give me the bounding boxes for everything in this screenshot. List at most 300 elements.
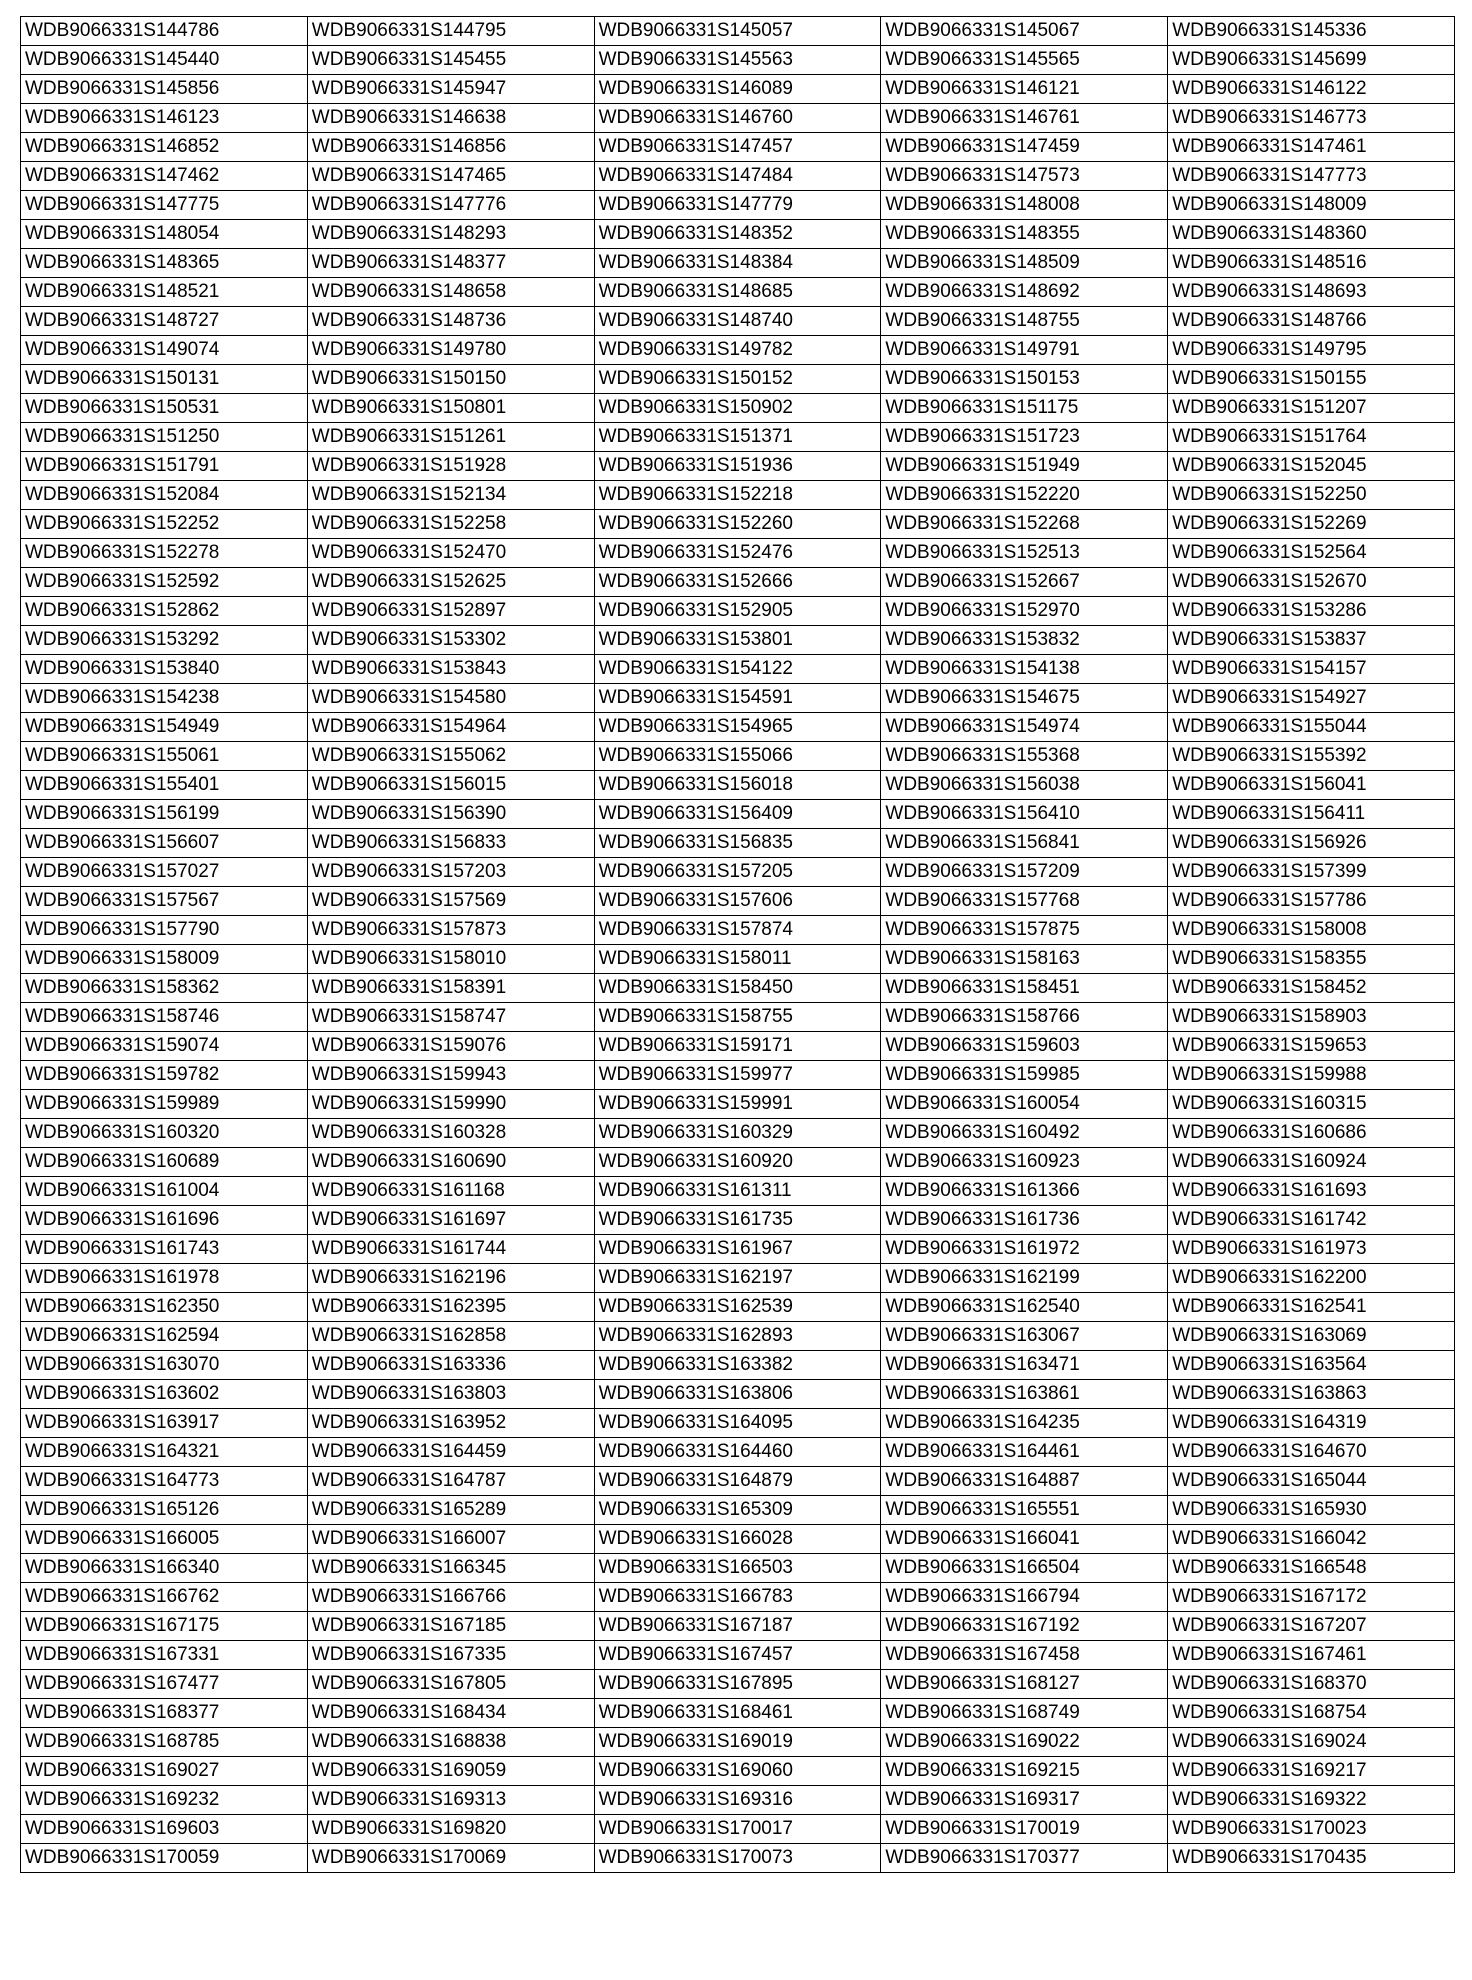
vin-cell: WDB9066331S160315 bbox=[1168, 1090, 1455, 1119]
vin-cell: WDB9066331S153832 bbox=[881, 626, 1168, 655]
vin-cell: WDB9066331S167461 bbox=[1168, 1641, 1455, 1670]
vin-cell: WDB9066331S155368 bbox=[881, 742, 1168, 771]
vin-cell: WDB9066331S167895 bbox=[594, 1670, 881, 1699]
vin-cell: WDB9066331S153292 bbox=[21, 626, 308, 655]
vin-cell: WDB9066331S152667 bbox=[881, 568, 1168, 597]
vin-cell: WDB9066331S154138 bbox=[881, 655, 1168, 684]
vin-cell: WDB9066331S148377 bbox=[307, 249, 594, 278]
vin-cell: WDB9066331S168838 bbox=[307, 1728, 594, 1757]
vin-cell: WDB9066331S167192 bbox=[881, 1612, 1168, 1641]
vin-table bbox=[20, 16, 1455, 1873]
vin-cell: WDB9066331S166783 bbox=[594, 1583, 881, 1612]
vin-cell: WDB9066331S146089 bbox=[594, 75, 881, 104]
vin-cell: WDB9066331S163382 bbox=[594, 1351, 881, 1380]
table-row bbox=[21, 626, 1455, 655]
vin-cell: WDB9066331S155066 bbox=[594, 742, 881, 771]
vin-cell: WDB9066331S157875 bbox=[881, 916, 1168, 945]
vin-cell: WDB9066331S148355 bbox=[881, 220, 1168, 249]
vin-cell: WDB9066331S148736 bbox=[307, 307, 594, 336]
vin-cell: WDB9066331S150902 bbox=[594, 394, 881, 423]
vin-cell: WDB9066331S158747 bbox=[307, 1003, 594, 1032]
vin-cell: WDB9066331S157873 bbox=[307, 916, 594, 945]
vin-cell: WDB9066331S147773 bbox=[1168, 162, 1455, 191]
table-row bbox=[21, 278, 1455, 307]
vin-cell: WDB9066331S148293 bbox=[307, 220, 594, 249]
vin-cell: WDB9066331S161742 bbox=[1168, 1206, 1455, 1235]
vin-cell: WDB9066331S166005 bbox=[21, 1525, 308, 1554]
vin-cell: WDB9066331S148755 bbox=[881, 307, 1168, 336]
vin-cell: WDB9066331S170073 bbox=[594, 1844, 881, 1873]
vin-cell: WDB9066331S166042 bbox=[1168, 1525, 1455, 1554]
table-row bbox=[21, 1235, 1455, 1264]
table-row bbox=[21, 249, 1455, 278]
vin-cell: WDB9066331S145067 bbox=[881, 17, 1168, 46]
vin-cell: WDB9066331S148516 bbox=[1168, 249, 1455, 278]
table-row bbox=[21, 1003, 1455, 1032]
table-row bbox=[21, 220, 1455, 249]
vin-cell: WDB9066331S158011 bbox=[594, 945, 881, 974]
table-row bbox=[21, 1206, 1455, 1235]
table-row bbox=[21, 452, 1455, 481]
vin-table-body bbox=[21, 17, 1455, 1873]
vin-cell: WDB9066331S159653 bbox=[1168, 1032, 1455, 1061]
vin-cell: WDB9066331S153286 bbox=[1168, 597, 1455, 626]
vin-cell: WDB9066331S165930 bbox=[1168, 1496, 1455, 1525]
vin-cell: WDB9066331S152278 bbox=[21, 539, 308, 568]
vin-cell: WDB9066331S162395 bbox=[307, 1293, 594, 1322]
vin-cell: WDB9066331S167458 bbox=[881, 1641, 1168, 1670]
vin-cell: WDB9066331S163803 bbox=[307, 1380, 594, 1409]
vin-cell: WDB9066331S160328 bbox=[307, 1119, 594, 1148]
vin-cell: WDB9066331S169603 bbox=[21, 1815, 308, 1844]
table-row bbox=[21, 1554, 1455, 1583]
vin-cell: WDB9066331S156841 bbox=[881, 829, 1168, 858]
vin-cell: WDB9066331S164319 bbox=[1168, 1409, 1455, 1438]
vin-cell: WDB9066331S165551 bbox=[881, 1496, 1168, 1525]
vin-cell: WDB9066331S152218 bbox=[594, 481, 881, 510]
vin-cell: WDB9066331S165289 bbox=[307, 1496, 594, 1525]
vin-cell: WDB9066331S146852 bbox=[21, 133, 308, 162]
vin-cell: WDB9066331S153801 bbox=[594, 626, 881, 655]
vin-cell: WDB9066331S156926 bbox=[1168, 829, 1455, 858]
vin-cell: WDB9066331S152220 bbox=[881, 481, 1168, 510]
table-row bbox=[21, 1728, 1455, 1757]
vin-cell: WDB9066331S159989 bbox=[21, 1090, 308, 1119]
table-row bbox=[21, 423, 1455, 452]
vin-cell: WDB9066331S169022 bbox=[881, 1728, 1168, 1757]
vin-cell: WDB9066331S170069 bbox=[307, 1844, 594, 1873]
vin-cell: WDB9066331S157205 bbox=[594, 858, 881, 887]
vin-cell: WDB9066331S169820 bbox=[307, 1815, 594, 1844]
vin-cell: WDB9066331S151949 bbox=[881, 452, 1168, 481]
vin-cell: WDB9066331S167331 bbox=[21, 1641, 308, 1670]
vin-cell: WDB9066331S161366 bbox=[881, 1177, 1168, 1206]
vin-cell: WDB9066331S166766 bbox=[307, 1583, 594, 1612]
vin-cell: WDB9066331S160690 bbox=[307, 1148, 594, 1177]
vin-cell: WDB9066331S161168 bbox=[307, 1177, 594, 1206]
vin-cell: WDB9066331S162199 bbox=[881, 1264, 1168, 1293]
vin-cell: WDB9066331S154157 bbox=[1168, 655, 1455, 684]
vin-cell: WDB9066331S154675 bbox=[881, 684, 1168, 713]
vin-cell: WDB9066331S161743 bbox=[21, 1235, 308, 1264]
vin-cell: WDB9066331S148352 bbox=[594, 220, 881, 249]
vin-cell: WDB9066331S162350 bbox=[21, 1293, 308, 1322]
table-row bbox=[21, 655, 1455, 684]
vin-cell: WDB9066331S145947 bbox=[307, 75, 594, 104]
vin-cell: WDB9066331S152970 bbox=[881, 597, 1168, 626]
vin-cell: WDB9066331S152862 bbox=[21, 597, 308, 626]
vin-cell: WDB9066331S152666 bbox=[594, 568, 881, 597]
table-row bbox=[21, 597, 1455, 626]
table-row bbox=[21, 1380, 1455, 1409]
vin-cell: WDB9066331S162893 bbox=[594, 1322, 881, 1351]
vin-cell: WDB9066331S148054 bbox=[21, 220, 308, 249]
vin-cell: WDB9066331S160492 bbox=[881, 1119, 1168, 1148]
vin-cell: WDB9066331S162539 bbox=[594, 1293, 881, 1322]
table-row bbox=[21, 1177, 1455, 1206]
vin-cell: WDB9066331S147775 bbox=[21, 191, 308, 220]
vin-cell: WDB9066331S167335 bbox=[307, 1641, 594, 1670]
vin-cell: WDB9066331S164787 bbox=[307, 1467, 594, 1496]
vin-cell: WDB9066331S161735 bbox=[594, 1206, 881, 1235]
table-row bbox=[21, 1119, 1455, 1148]
vin-cell: WDB9066331S158009 bbox=[21, 945, 308, 974]
vin-cell: WDB9066331S148740 bbox=[594, 307, 881, 336]
vin-cell: WDB9066331S170019 bbox=[881, 1815, 1168, 1844]
vin-cell: WDB9066331S156411 bbox=[1168, 800, 1455, 829]
vin-cell: WDB9066331S162197 bbox=[594, 1264, 881, 1293]
vin-cell: WDB9066331S162858 bbox=[307, 1322, 594, 1351]
vin-cell: WDB9066331S150531 bbox=[21, 394, 308, 423]
table-row bbox=[21, 1438, 1455, 1467]
vin-cell: WDB9066331S161736 bbox=[881, 1206, 1168, 1235]
vin-cell: WDB9066331S153843 bbox=[307, 655, 594, 684]
vin-cell: WDB9066331S154238 bbox=[21, 684, 308, 713]
vin-cell: WDB9066331S166028 bbox=[594, 1525, 881, 1554]
table-row bbox=[21, 1090, 1455, 1119]
table-row bbox=[21, 1699, 1455, 1728]
vin-cell: WDB9066331S161967 bbox=[594, 1235, 881, 1264]
vin-cell: WDB9066331S160686 bbox=[1168, 1119, 1455, 1148]
vin-cell: WDB9066331S163564 bbox=[1168, 1351, 1455, 1380]
vin-cell: WDB9066331S168377 bbox=[21, 1699, 308, 1728]
vin-cell: WDB9066331S168749 bbox=[881, 1699, 1168, 1728]
table-row bbox=[21, 916, 1455, 945]
vin-cell: WDB9066331S149782 bbox=[594, 336, 881, 365]
vin-cell: WDB9066331S148692 bbox=[881, 278, 1168, 307]
table-row bbox=[21, 1757, 1455, 1786]
vin-cell: WDB9066331S148521 bbox=[21, 278, 308, 307]
vin-cell: WDB9066331S169027 bbox=[21, 1757, 308, 1786]
vin-cell: WDB9066331S152470 bbox=[307, 539, 594, 568]
vin-cell: WDB9066331S158008 bbox=[1168, 916, 1455, 945]
vin-cell: WDB9066331S157203 bbox=[307, 858, 594, 887]
vin-cell: WDB9066331S152268 bbox=[881, 510, 1168, 539]
vin-cell: WDB9066331S159782 bbox=[21, 1061, 308, 1090]
vin-cell: WDB9066331S170023 bbox=[1168, 1815, 1455, 1844]
vin-cell: WDB9066331S167805 bbox=[307, 1670, 594, 1699]
vin-cell: WDB9066331S167477 bbox=[21, 1670, 308, 1699]
vin-cell: WDB9066331S147776 bbox=[307, 191, 594, 220]
vin-cell: WDB9066331S169217 bbox=[1168, 1757, 1455, 1786]
table-row bbox=[21, 162, 1455, 191]
vin-cell: WDB9066331S166041 bbox=[881, 1525, 1168, 1554]
vin-cell: WDB9066331S155392 bbox=[1168, 742, 1455, 771]
table-row bbox=[21, 539, 1455, 568]
vin-cell: WDB9066331S152513 bbox=[881, 539, 1168, 568]
vin-cell: WDB9066331S162594 bbox=[21, 1322, 308, 1351]
table-row bbox=[21, 945, 1455, 974]
vin-cell: WDB9066331S164670 bbox=[1168, 1438, 1455, 1467]
vin-cell: WDB9066331S154580 bbox=[307, 684, 594, 713]
table-row bbox=[21, 1786, 1455, 1815]
vin-cell: WDB9066331S151928 bbox=[307, 452, 594, 481]
vin-cell: WDB9066331S156015 bbox=[307, 771, 594, 800]
table-row bbox=[21, 1351, 1455, 1380]
vin-cell: WDB9066331S149791 bbox=[881, 336, 1168, 365]
vin-cell: WDB9066331S169317 bbox=[881, 1786, 1168, 1815]
vin-cell: WDB9066331S158452 bbox=[1168, 974, 1455, 1003]
table-row bbox=[21, 1612, 1455, 1641]
vin-cell: WDB9066331S170059 bbox=[21, 1844, 308, 1873]
vin-cell: WDB9066331S157768 bbox=[881, 887, 1168, 916]
vin-cell: WDB9066331S146122 bbox=[1168, 75, 1455, 104]
vin-cell: WDB9066331S154591 bbox=[594, 684, 881, 713]
vin-cell: WDB9066331S161311 bbox=[594, 1177, 881, 1206]
vin-cell: WDB9066331S163336 bbox=[307, 1351, 594, 1380]
vin-cell: WDB9066331S153837 bbox=[1168, 626, 1455, 655]
vin-cell: WDB9066331S158010 bbox=[307, 945, 594, 974]
vin-cell: WDB9066331S158391 bbox=[307, 974, 594, 1003]
vin-cell: WDB9066331S170377 bbox=[881, 1844, 1168, 1873]
vin-cell: WDB9066331S158755 bbox=[594, 1003, 881, 1032]
vin-cell: WDB9066331S166345 bbox=[307, 1554, 594, 1583]
vin-cell: WDB9066331S164095 bbox=[594, 1409, 881, 1438]
vin-cell: WDB9066331S157606 bbox=[594, 887, 881, 916]
vin-cell: WDB9066331S152250 bbox=[1168, 481, 1455, 510]
vin-cell: WDB9066331S151791 bbox=[21, 452, 308, 481]
vin-cell: WDB9066331S158163 bbox=[881, 945, 1168, 974]
vin-cell: WDB9066331S152897 bbox=[307, 597, 594, 626]
vin-cell: WDB9066331S156038 bbox=[881, 771, 1168, 800]
table-row bbox=[21, 1264, 1455, 1293]
vin-cell: WDB9066331S161004 bbox=[21, 1177, 308, 1206]
vin-cell: WDB9066331S160923 bbox=[881, 1148, 1168, 1177]
vin-cell: WDB9066331S157786 bbox=[1168, 887, 1455, 916]
vin-cell: WDB9066331S164235 bbox=[881, 1409, 1168, 1438]
vin-cell: WDB9066331S151764 bbox=[1168, 423, 1455, 452]
vin-cell: WDB9066331S152134 bbox=[307, 481, 594, 510]
vin-cell: WDB9066331S144795 bbox=[307, 17, 594, 46]
vin-cell: WDB9066331S145057 bbox=[594, 17, 881, 46]
vin-cell: WDB9066331S162196 bbox=[307, 1264, 594, 1293]
vin-cell: WDB9066331S149074 bbox=[21, 336, 308, 365]
table-row bbox=[21, 1844, 1455, 1873]
vin-cell: WDB9066331S147573 bbox=[881, 162, 1168, 191]
vin-cell: WDB9066331S167185 bbox=[307, 1612, 594, 1641]
table-row bbox=[21, 1293, 1455, 1322]
table-row bbox=[21, 1641, 1455, 1670]
vin-cell: WDB9066331S154964 bbox=[307, 713, 594, 742]
table-row bbox=[21, 17, 1455, 46]
vin-cell: WDB9066331S163067 bbox=[881, 1322, 1168, 1351]
vin-cell: WDB9066331S148509 bbox=[881, 249, 1168, 278]
table-row bbox=[21, 568, 1455, 597]
vin-cell: WDB9066331S146121 bbox=[881, 75, 1168, 104]
vin-cell: WDB9066331S146856 bbox=[307, 133, 594, 162]
vin-cell: WDB9066331S164773 bbox=[21, 1467, 308, 1496]
vin-cell: WDB9066331S148727 bbox=[21, 307, 308, 336]
vin-cell: WDB9066331S160320 bbox=[21, 1119, 308, 1148]
vin-cell: WDB9066331S148008 bbox=[881, 191, 1168, 220]
vin-cell: WDB9066331S158355 bbox=[1168, 945, 1455, 974]
vin-cell: WDB9066331S146761 bbox=[881, 104, 1168, 133]
vin-cell: WDB9066331S151261 bbox=[307, 423, 594, 452]
vin-cell: WDB9066331S157567 bbox=[21, 887, 308, 916]
vin-cell: WDB9066331S159943 bbox=[307, 1061, 594, 1090]
vin-cell: WDB9066331S167172 bbox=[1168, 1583, 1455, 1612]
table-row bbox=[21, 133, 1455, 162]
vin-cell: WDB9066331S151250 bbox=[21, 423, 308, 452]
vin-cell: WDB9066331S151936 bbox=[594, 452, 881, 481]
vin-cell: WDB9066331S150152 bbox=[594, 365, 881, 394]
vin-cell: WDB9066331S146773 bbox=[1168, 104, 1455, 133]
vin-cell: WDB9066331S148685 bbox=[594, 278, 881, 307]
table-row bbox=[21, 684, 1455, 713]
vin-cell: WDB9066331S148365 bbox=[21, 249, 308, 278]
table-row bbox=[21, 1032, 1455, 1061]
vin-cell: WDB9066331S158362 bbox=[21, 974, 308, 1003]
vin-cell: WDB9066331S147484 bbox=[594, 162, 881, 191]
table-row bbox=[21, 191, 1455, 220]
vin-cell: WDB9066331S167457 bbox=[594, 1641, 881, 1670]
vin-cell: WDB9066331S164460 bbox=[594, 1438, 881, 1467]
vin-cell: WDB9066331S170435 bbox=[1168, 1844, 1455, 1873]
vin-cell: WDB9066331S157027 bbox=[21, 858, 308, 887]
vin-cell: WDB9066331S151207 bbox=[1168, 394, 1455, 423]
vin-cell: WDB9066331S145699 bbox=[1168, 46, 1455, 75]
vin-cell: WDB9066331S160054 bbox=[881, 1090, 1168, 1119]
vin-cell: WDB9066331S156607 bbox=[21, 829, 308, 858]
vin-cell: WDB9066331S157399 bbox=[1168, 858, 1455, 887]
vin-cell: WDB9066331S152260 bbox=[594, 510, 881, 539]
vin-cell: WDB9066331S160920 bbox=[594, 1148, 881, 1177]
vin-cell: WDB9066331S147457 bbox=[594, 133, 881, 162]
vin-cell: WDB9066331S169024 bbox=[1168, 1728, 1455, 1757]
vin-cell: WDB9066331S153302 bbox=[307, 626, 594, 655]
vin-cell: WDB9066331S156833 bbox=[307, 829, 594, 858]
table-row bbox=[21, 46, 1455, 75]
vin-cell: WDB9066331S145455 bbox=[307, 46, 594, 75]
vin-cell: WDB9066331S164461 bbox=[881, 1438, 1168, 1467]
vin-cell: WDB9066331S168785 bbox=[21, 1728, 308, 1757]
vin-cell: WDB9066331S157874 bbox=[594, 916, 881, 945]
table-row bbox=[21, 104, 1455, 133]
vin-cell: WDB9066331S152564 bbox=[1168, 539, 1455, 568]
vin-cell: WDB9066331S163070 bbox=[21, 1351, 308, 1380]
vin-cell: WDB9066331S159074 bbox=[21, 1032, 308, 1061]
vin-cell: WDB9066331S169232 bbox=[21, 1786, 308, 1815]
vin-cell: WDB9066331S156199 bbox=[21, 800, 308, 829]
vin-cell: WDB9066331S147779 bbox=[594, 191, 881, 220]
vin-cell: WDB9066331S150801 bbox=[307, 394, 594, 423]
vin-cell: WDB9066331S165126 bbox=[21, 1496, 308, 1525]
vin-cell: WDB9066331S169060 bbox=[594, 1757, 881, 1786]
vin-cell: WDB9066331S152476 bbox=[594, 539, 881, 568]
vin-cell: WDB9066331S154965 bbox=[594, 713, 881, 742]
vin-cell: WDB9066331S152045 bbox=[1168, 452, 1455, 481]
vin-cell: WDB9066331S146638 bbox=[307, 104, 594, 133]
vin-cell: WDB9066331S166794 bbox=[881, 1583, 1168, 1612]
vin-cell: WDB9066331S149780 bbox=[307, 336, 594, 365]
vin-cell: WDB9066331S152592 bbox=[21, 568, 308, 597]
vin-cell: WDB9066331S159990 bbox=[307, 1090, 594, 1119]
vin-cell: WDB9066331S168434 bbox=[307, 1699, 594, 1728]
table-row bbox=[21, 1670, 1455, 1699]
vin-cell: WDB9066331S167175 bbox=[21, 1612, 308, 1641]
vin-cell: WDB9066331S163917 bbox=[21, 1409, 308, 1438]
vin-cell: WDB9066331S146123 bbox=[21, 104, 308, 133]
vin-cell: WDB9066331S152269 bbox=[1168, 510, 1455, 539]
vin-cell: WDB9066331S169019 bbox=[594, 1728, 881, 1757]
table-row bbox=[21, 1148, 1455, 1177]
vin-cell: WDB9066331S156409 bbox=[594, 800, 881, 829]
vin-cell: WDB9066331S156835 bbox=[594, 829, 881, 858]
table-row bbox=[21, 1322, 1455, 1351]
table-row bbox=[21, 1496, 1455, 1525]
vin-cell: WDB9066331S165044 bbox=[1168, 1467, 1455, 1496]
vin-cell: WDB9066331S161972 bbox=[881, 1235, 1168, 1264]
table-row bbox=[21, 800, 1455, 829]
vin-cell: WDB9066331S145563 bbox=[594, 46, 881, 75]
vin-cell: WDB9066331S161973 bbox=[1168, 1235, 1455, 1264]
vin-cell: WDB9066331S169322 bbox=[1168, 1786, 1455, 1815]
vin-cell: WDB9066331S159988 bbox=[1168, 1061, 1455, 1090]
table-row bbox=[21, 771, 1455, 800]
vin-cell: WDB9066331S147465 bbox=[307, 162, 594, 191]
table-row bbox=[21, 713, 1455, 742]
vin-cell: WDB9066331S161978 bbox=[21, 1264, 308, 1293]
vin-cell: WDB9066331S168754 bbox=[1168, 1699, 1455, 1728]
vin-cell: WDB9066331S156410 bbox=[881, 800, 1168, 829]
vin-cell: WDB9066331S162200 bbox=[1168, 1264, 1455, 1293]
vin-cell: WDB9066331S159076 bbox=[307, 1032, 594, 1061]
vin-cell: WDB9066331S147461 bbox=[1168, 133, 1455, 162]
vin-cell: WDB9066331S153840 bbox=[21, 655, 308, 684]
vin-cell: WDB9066331S150153 bbox=[881, 365, 1168, 394]
vin-cell: WDB9066331S163471 bbox=[881, 1351, 1168, 1380]
vin-cell: WDB9066331S164321 bbox=[21, 1438, 308, 1467]
vin-cell: WDB9066331S161744 bbox=[307, 1235, 594, 1264]
vin-cell: WDB9066331S160924 bbox=[1168, 1148, 1455, 1177]
vin-cell: WDB9066331S166762 bbox=[21, 1583, 308, 1612]
vin-cell: WDB9066331S163806 bbox=[594, 1380, 881, 1409]
vin-cell: WDB9066331S155062 bbox=[307, 742, 594, 771]
vin-cell: WDB9066331S164887 bbox=[881, 1467, 1168, 1496]
vin-cell: WDB9066331S162541 bbox=[1168, 1293, 1455, 1322]
vin-cell: WDB9066331S169059 bbox=[307, 1757, 594, 1786]
vin-cell: WDB9066331S148693 bbox=[1168, 278, 1455, 307]
vin-cell: WDB9066331S166548 bbox=[1168, 1554, 1455, 1583]
vin-cell: WDB9066331S145856 bbox=[21, 75, 308, 104]
vin-cell: WDB9066331S152084 bbox=[21, 481, 308, 510]
vin-cell: WDB9066331S159991 bbox=[594, 1090, 881, 1119]
vin-cell: WDB9066331S167207 bbox=[1168, 1612, 1455, 1641]
vin-cell: WDB9066331S163863 bbox=[1168, 1380, 1455, 1409]
vin-cell: WDB9066331S161693 bbox=[1168, 1177, 1455, 1206]
vin-cell: WDB9066331S164879 bbox=[594, 1467, 881, 1496]
vin-cell: WDB9066331S150155 bbox=[1168, 365, 1455, 394]
